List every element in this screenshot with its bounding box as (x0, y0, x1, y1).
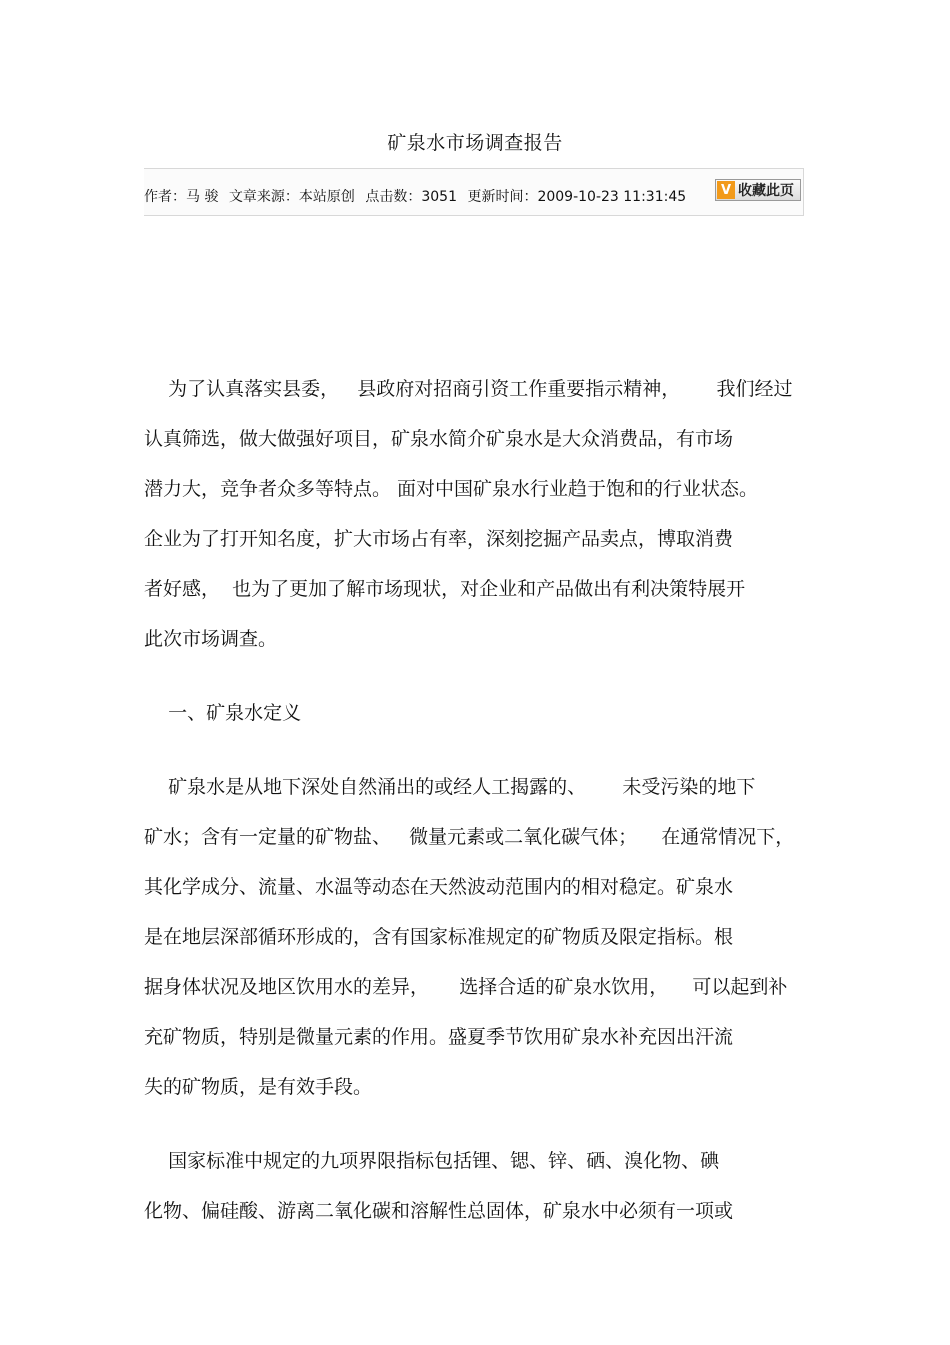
paragraph-definition (144, 766, 814, 1116)
add-favorite-button[interactable] (715, 179, 801, 201)
paragraph-standards (144, 1140, 814, 1240)
text-line: 为了认真落实县委， 县政府对招商引资工作重要指示精神， 我们经过 (144, 378, 793, 400)
hit-count: 点击数：3051 (365, 189, 457, 205)
section-heading (144, 692, 814, 742)
text-line: 者好感， 也为了更加了解市场现状，对企业和产品做出有利决策特展开 (144, 578, 746, 600)
favorite-icon: V (717, 181, 735, 199)
text-line: 矿水；含有一定量的矿物盐、 微量元素或二氧化碳气体； 在通常情况下， (144, 826, 795, 848)
source: 文章来源：本站原创 (228, 189, 355, 205)
article-body (144, 368, 814, 1240)
favorite-label: 收藏此页 (738, 183, 794, 199)
text-line: 化物、偏硅酸、游离二氧化碳和溶解性总固体，矿泉水中必须有一项或 (144, 1200, 734, 1222)
text-line: 此次市场调查。 (144, 628, 278, 650)
text-line: 矿泉水是从地下深处自然涌出的或经人工揭露的、 未受污染的地下 (144, 776, 756, 798)
text-line: 是在地层深部循环形成的，含有国家标准规定的矿物质及限定指标。根 (144, 926, 734, 948)
text-line: 潜力大，竞争者众多等特点。 面对中国矿泉水行业趋于饱和的行业状态。 (144, 478, 759, 500)
author: 作者：马 骏 (144, 189, 219, 205)
article-meta-bar (144, 168, 804, 216)
text-line: 失的矿物质，是有效手段。 (144, 1076, 373, 1098)
text-line: 一、矿泉水定义 (144, 702, 302, 724)
text-line: 企业为了打开知名度，扩大市场占有率，深刻挖掘产品卖点，博取消费 (144, 528, 734, 550)
text-line: 其化学成分、流量、水温等动态在天然波动范围内的相对稳定。矿泉水 (144, 876, 734, 898)
page-title: 矿泉水市场调查报告 (387, 132, 563, 154)
article-meta (144, 186, 692, 206)
text-line: 据身体状况及地区饮用水的差异， 选择合适的矿泉水饮用， 可以起到补 (144, 976, 788, 998)
text-line: 国家标准中规定的九项界限指标包括锂、锶、锌、硒、溴化物、碘 (144, 1150, 720, 1172)
text-line: 认真筛选，做大做强好项目，矿泉水简介矿泉水是大众消费品，有市场 (144, 428, 734, 450)
paragraph-intro (144, 368, 814, 668)
update-time: 更新时间：2009-10-23 11:31:45 (467, 189, 687, 205)
text-line: 充矿物质，特别是微量元素的作用。盛夏季节饮用矿泉水补充因出汗流 (144, 1026, 734, 1048)
